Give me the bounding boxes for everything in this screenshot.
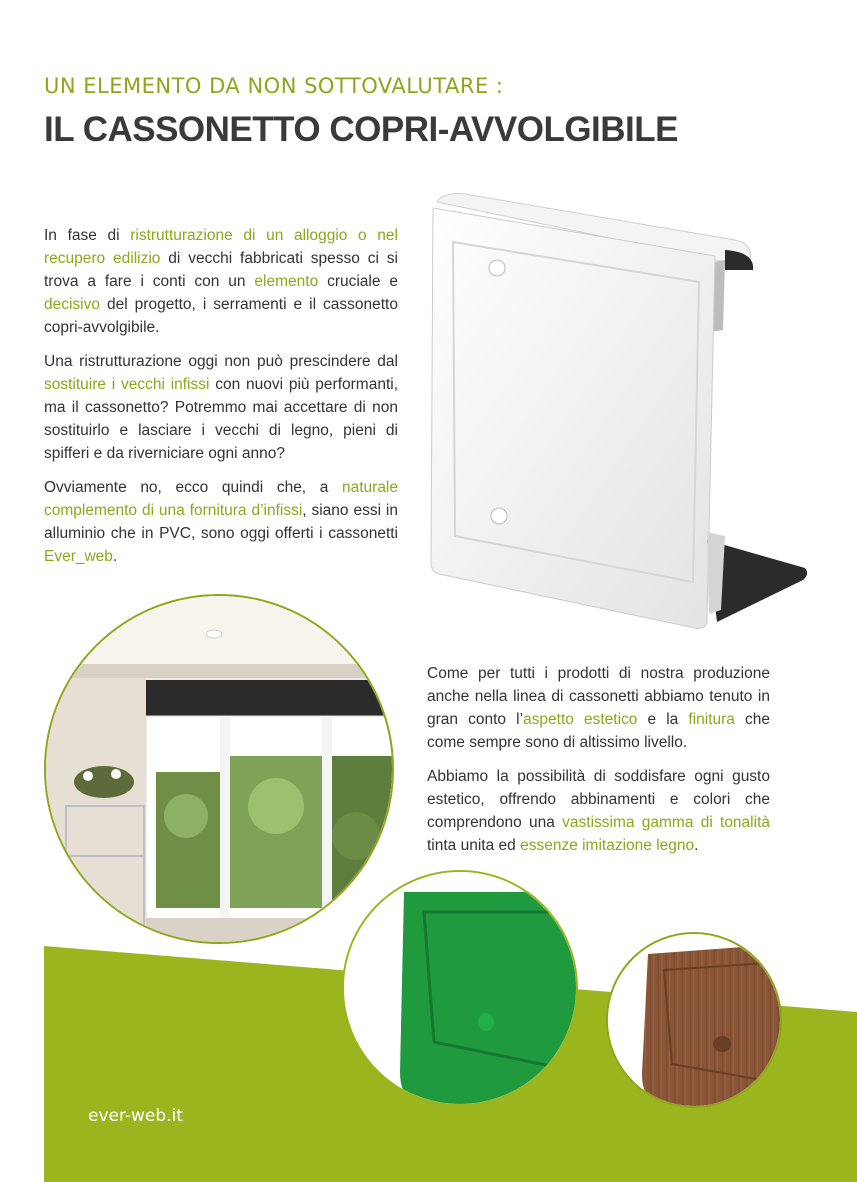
- highlighted-text: decisivo: [44, 296, 100, 313]
- aesthetics-text-block: [427, 662, 770, 868]
- body-text: con nuovi più performanti, ma il cassonetto? Potremmo mai accettare di non sostituirlo e lasciare i vecchi di legno, pieni di spifferi e da riverniciare ogni anno?: [44, 376, 399, 462]
- intro-paragraph-2: [44, 350, 398, 465]
- page-title: IL CASSONETTO COPRI-AVVOLGIBILE: [44, 110, 678, 149]
- highlighted-text: finitura: [688, 711, 735, 728]
- body-text: di vecchi fabbricati spesso ci si trova a fare i conti con un: [44, 250, 399, 290]
- highlighted-text: essenze imitazione legno: [520, 837, 695, 854]
- cassonetto-product-image: [425, 190, 810, 635]
- highlighted-text: ristrutturazione di un alloggio o nel recupero edilizio: [44, 227, 398, 267]
- green-color-sample-circle: [342, 870, 578, 1106]
- highlighted-text: vastissima gamma di tonalità: [562, 814, 770, 831]
- body-text: Come per tutti i prodotti di nostra produzione anche nella linea di cassonetti abbiamo tenuto in gran conto l’: [427, 665, 770, 728]
- body-text: .: [694, 837, 699, 854]
- body-text: In fase di: [44, 227, 131, 244]
- body-text: che come sempre sono di altissimo livello.: [427, 711, 770, 751]
- body-text: Abbiamo la possibilità di soddisfare ogni gusto estetico, offrendo abbinamenti e colori che comprendono una: [427, 768, 770, 831]
- intro-paragraph-3: [44, 476, 398, 568]
- wood-color-sample-circle: [606, 932, 782, 1108]
- highlighted-text: aspetto estetico: [523, 711, 638, 728]
- kicker-heading: UN ELEMENTO DA NON SOTTOVALUTARE :: [44, 74, 504, 98]
- body-text: .: [112, 548, 118, 565]
- aesthetics-paragraph-2: [427, 765, 770, 857]
- window-photo-circle: [44, 594, 394, 944]
- footer-website-url[interactable]: ever-web.it: [88, 1106, 183, 1126]
- body-text: cruciale e: [318, 273, 398, 290]
- body-text: e la: [637, 711, 689, 728]
- body-text: Ovviamente no, ecco quindi che, a: [44, 479, 342, 496]
- highlighted-text: naturale complemento di una fornitura d’infissi: [44, 479, 398, 519]
- highlighted-text: elemento: [254, 273, 319, 290]
- intro-paragraph-1: [44, 224, 398, 339]
- body-text: , siano essi in alluminio che in PVC, sono oggi offerti i cassonetti: [44, 502, 398, 542]
- aesthetics-paragraph-1: [427, 662, 770, 754]
- highlighted-text: sostituire i vecchi infissi: [44, 376, 210, 393]
- body-text: del progetto, i serramenti e il cassonetto copri-avvolgibile.: [44, 296, 398, 336]
- body-text: Una ristrutturazione oggi non può prescindere dal: [44, 353, 398, 370]
- highlighted-text: Ever_web: [44, 548, 113, 565]
- body-text: tinta unita ed: [427, 837, 521, 854]
- intro-text-block: [44, 224, 398, 579]
